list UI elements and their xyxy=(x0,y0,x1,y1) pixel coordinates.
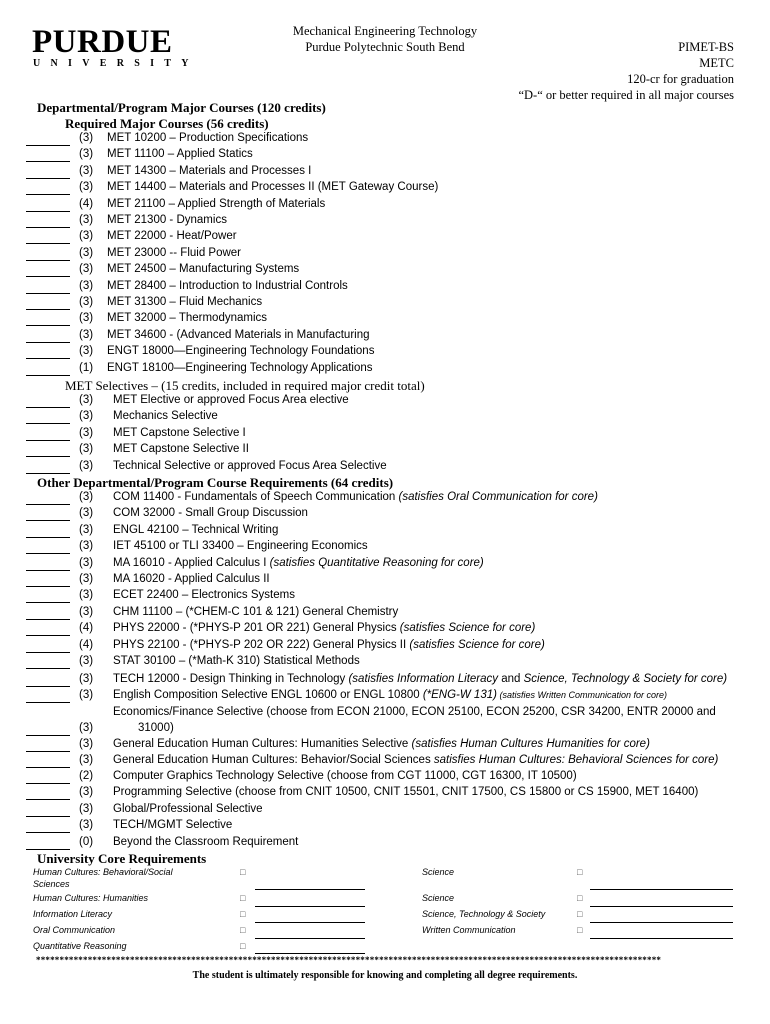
program-subcode: METC xyxy=(699,56,734,70)
grade-blank[interactable] xyxy=(26,342,70,343)
course-name: MA 16010 - Applied Calculus I (satisfies Quantitative Reasoning for core) xyxy=(113,556,484,569)
credit-hours: (3) xyxy=(79,328,94,341)
course-name: MET Elective or approved Focus Area elective xyxy=(113,394,349,406)
course-name: MET 10200 – Production Specifications xyxy=(107,132,309,144)
course-humanities-selective: General Education Human Cultures: Humanities Selective (satisfies Human Cultures Humanities for core) xyxy=(113,738,650,750)
course-name: Computer Graphics Technology Selective (choose from CGT 11000, CGT 16300, IT 10500) xyxy=(113,770,577,782)
core-section-title: University Core Requirements xyxy=(37,851,207,866)
core-course-blank[interactable] xyxy=(255,953,365,954)
credit-hours: (3) xyxy=(79,459,94,472)
course-name: Programming Selective (choose from CNIT 10500, CNIT 15501, CNIT 17500, CS 15800 or CS 15900, MET 16400) xyxy=(113,786,699,799)
core-course-blank[interactable] xyxy=(255,889,365,890)
grade-blank[interactable] xyxy=(26,635,70,636)
grade-blank[interactable] xyxy=(26,260,70,261)
credit-hours: (3) xyxy=(79,540,94,553)
required-section-title: Required Major Courses (56 credits) xyxy=(65,116,269,131)
course-name: MET 21100 – Applied Strength of Materials xyxy=(107,197,326,210)
credit-hours: (1) xyxy=(79,361,94,374)
grade-blank[interactable] xyxy=(26,668,70,669)
core-label: Information Literacy xyxy=(33,909,113,919)
grade-blank[interactable] xyxy=(26,783,70,784)
credit-hours: (3) xyxy=(79,263,94,276)
grade-blank[interactable] xyxy=(26,456,70,457)
core-label: Sciences xyxy=(33,879,70,889)
separator-stars: ************************************************************************************************************************************* xyxy=(36,955,662,965)
grade-blank[interactable] xyxy=(26,735,70,736)
course-name: MET 23000 -- Fluid Power xyxy=(107,246,242,259)
grade-blank[interactable] xyxy=(26,309,70,310)
credit-hours: (3) xyxy=(79,214,94,226)
grade-blank[interactable] xyxy=(26,243,70,244)
grade-blank[interactable] xyxy=(26,211,70,212)
grade-blank[interactable] xyxy=(26,686,70,687)
core-label: Science, Technology & Society xyxy=(422,909,546,919)
credit-hours: (0) xyxy=(79,835,94,848)
credit-hours: (3) xyxy=(79,689,94,701)
credit-hours: (3) xyxy=(79,655,94,667)
grade-blank[interactable] xyxy=(26,751,70,752)
course-name: MET 21300 - Dynamics xyxy=(107,214,227,226)
grade-blank[interactable] xyxy=(26,570,70,571)
course-name: COM 32000 - Small Group Discussion xyxy=(113,507,308,520)
grade-blank[interactable] xyxy=(26,553,70,554)
core-course-blank[interactable] xyxy=(590,906,733,907)
course-behavioral-selective: General Education Human Cultures: Behavior/Social Sciences satisfies Human Cultures: Behavioral Sciences for core) xyxy=(113,754,719,766)
core-label: Science xyxy=(422,867,455,877)
credit-hours: (3) xyxy=(79,164,94,177)
grade-blank[interactable] xyxy=(26,767,70,768)
credit-hours: (3) xyxy=(79,556,94,569)
core-course-blank[interactable] xyxy=(255,922,365,923)
checkbox-icon[interactable]: □ xyxy=(577,909,583,919)
course-name: MET 31300 – Fluid Mechanics xyxy=(107,296,263,308)
credit-hours: (3) xyxy=(79,491,94,503)
credit-hours: (3) xyxy=(79,589,94,602)
credit-hours: (3) xyxy=(79,296,94,308)
course-name: Mechanics Selective xyxy=(113,410,218,423)
course-name: Technical Selective or approved Focus Area Selective xyxy=(113,459,387,472)
course-name: MET Capstone Selective I xyxy=(113,426,246,439)
course-name: MET 11100 – Applied Statics xyxy=(107,148,253,161)
course-name: MET 14400 – Materials and Processes II (MET Gateway Course) xyxy=(107,181,439,194)
core-label: Science xyxy=(422,893,455,903)
course-name: MET 14300 – Materials and Processes I xyxy=(107,164,312,177)
credit-hours: (3) xyxy=(79,443,94,456)
credit-hours: (3) xyxy=(79,605,94,618)
grade-blank[interactable] xyxy=(26,407,70,408)
core-course-blank[interactable] xyxy=(590,938,733,939)
checkbox-icon[interactable]: □ xyxy=(240,893,246,903)
course-name: MET 32000 – Thermodynamics xyxy=(107,312,268,325)
course-name: PHYS 22000 - (*PHYS-P 201 OR 221) General Physics (satisfies Science for core) xyxy=(113,622,536,635)
credit-hours: (3) xyxy=(79,722,94,734)
core-course-blank[interactable] xyxy=(590,889,733,890)
grade-blank[interactable] xyxy=(26,194,70,195)
course-name: MA 16020 - Applied Calculus II xyxy=(113,573,270,585)
grade-blank[interactable] xyxy=(26,276,70,277)
core-label: Oral Communication xyxy=(33,925,116,935)
course-name: Beyond the Classroom Requirement xyxy=(113,835,299,848)
core-label: Human Cultures: Humanities xyxy=(33,893,149,903)
course-name: PHYS 22100 - (*PHYS-P 202 OR 222) General Physics II (satisfies Science for core) xyxy=(113,638,545,651)
credit-hours: (3) xyxy=(79,786,94,799)
credit-hours: (4) xyxy=(79,197,94,210)
university-wordmark: UNIVERSITY xyxy=(33,58,199,69)
course-economics-line1: Economics/Finance Selective (choose from ECON 21000, ECON 25100, ECON 25200, CSR 34200, ENTR 20000 and xyxy=(113,706,716,718)
core-label: Human Cultures: Behavioral/Social xyxy=(33,867,173,877)
credit-hours: (3) xyxy=(79,426,94,439)
grade-blank[interactable] xyxy=(26,652,70,653)
grade-blank[interactable] xyxy=(26,293,70,294)
responsibility-note: The student is ultimately responsible for knowing and completing all degree requirements. xyxy=(192,970,578,981)
checkbox-icon[interactable]: □ xyxy=(240,941,246,951)
credit-hours: (3) xyxy=(79,148,94,161)
credit-hours: (3) xyxy=(79,507,94,520)
checkbox-icon[interactable]: □ xyxy=(577,893,583,903)
credit-hours: (3) xyxy=(79,394,94,406)
grade-blank[interactable] xyxy=(26,816,70,817)
credit-hours: (3) xyxy=(79,738,94,750)
grade-blank[interactable] xyxy=(26,358,70,359)
credit-hours: (3) xyxy=(79,279,94,292)
grade-blank[interactable] xyxy=(26,325,70,326)
course-name: MET 34600 - (Advanced Materials in Manufacturing xyxy=(107,328,370,341)
grade-requirement: “D-“ or better required in all major courses xyxy=(518,88,734,102)
course-name: CHM 11100 – (*CHEM-C 101 & 121) General Chemistry xyxy=(113,605,399,618)
course-economics-line2: 31000) xyxy=(138,722,174,734)
purdue-logo: PURDUE xyxy=(32,24,173,60)
grade-blank[interactable] xyxy=(26,799,70,800)
credit-hours: (2) xyxy=(79,770,94,782)
credits-required: 120-cr for graduation xyxy=(627,72,734,86)
credit-hours: (3) xyxy=(79,802,94,815)
core-course-blank[interactable] xyxy=(590,922,733,923)
credit-hours: (3) xyxy=(79,523,94,536)
course-name: STAT 30100 – (*Math-K 310) Statistical Methods xyxy=(113,655,360,667)
course-name: Global/Professional Selective xyxy=(113,802,263,815)
credit-hours: (3) xyxy=(79,230,94,243)
course-name: MET 24500 – Manufacturing Systems xyxy=(107,263,300,276)
core-course-blank[interactable] xyxy=(255,938,365,939)
other-section-title: Other Departmental/Program Course Requirements (64 credits) xyxy=(37,475,394,490)
program-name: Mechanical Engineering Technology xyxy=(292,24,478,38)
grade-blank[interactable] xyxy=(26,702,70,703)
course-name: TECH/MGMT Selective xyxy=(113,819,233,832)
grade-blank[interactable] xyxy=(26,832,70,833)
grade-blank[interactable] xyxy=(26,586,70,587)
course-name: ECET 22400 – Electronics Systems xyxy=(113,589,295,602)
credit-hours: (3) xyxy=(79,345,94,358)
grade-blank[interactable] xyxy=(26,520,70,521)
grade-blank[interactable] xyxy=(26,375,70,376)
course-name: MET 22000 - Heat/Power xyxy=(107,230,237,243)
credit-hours: (4) xyxy=(79,622,94,635)
core-label: Quantitative Reasoning xyxy=(33,941,127,951)
campus-name: Purdue Polytechnic South Bend xyxy=(305,40,465,54)
course-english-composition: English Composition Selective ENGL 10600 or ENGL 10800 (*ENG-W 131) (satisfies Written Communication for core) xyxy=(113,689,667,701)
checkbox-icon[interactable]: □ xyxy=(240,909,246,919)
dept-section-title: Departmental/Program Major Courses (120 credits) xyxy=(37,100,326,115)
credit-hours: (4) xyxy=(79,638,94,651)
credit-hours: (3) xyxy=(79,754,94,766)
grade-blank[interactable] xyxy=(26,849,70,850)
course-tech-12000: TECH 12000 - Design Thinking in Technology (satisfies Information Literacy and Science, Technology & Society for core) xyxy=(113,673,728,685)
credit-hours: (3) xyxy=(79,312,94,325)
grade-blank[interactable] xyxy=(26,440,70,441)
checkbox-icon[interactable]: □ xyxy=(240,925,246,935)
checkbox-icon[interactable]: □ xyxy=(240,867,246,877)
credit-hours: (3) xyxy=(79,573,94,585)
credit-hours: (3) xyxy=(79,132,94,144)
core-course-blank[interactable] xyxy=(255,906,365,907)
course-name: MET Capstone Selective II xyxy=(113,443,249,456)
grade-blank[interactable] xyxy=(26,473,70,474)
credit-hours: (3) xyxy=(79,410,94,423)
checkbox-icon[interactable]: □ xyxy=(577,925,583,935)
grade-blank[interactable] xyxy=(26,619,70,620)
selectives-title: MET Selectives – (15 credits, included in required major credit total) xyxy=(65,378,425,393)
course-name: ENGL 42100 – Technical Writing xyxy=(113,523,279,536)
grade-blank[interactable] xyxy=(26,504,70,505)
course-name: IET 45100 or TLI 33400 – Engineering Economics xyxy=(113,540,368,553)
program-code: PIMET-BS xyxy=(678,40,734,54)
course-name: MET 28400 – Introduction to Industrial Controls xyxy=(107,279,348,292)
grade-blank[interactable] xyxy=(26,161,70,162)
credit-hours: (3) xyxy=(79,819,94,832)
core-label: Written Communication xyxy=(422,925,516,935)
grade-blank[interactable] xyxy=(26,178,70,179)
grade-blank[interactable] xyxy=(26,537,70,538)
grade-blank[interactable] xyxy=(26,227,70,228)
course-name: ENGT 18000—Engineering Technology Foundations xyxy=(107,345,375,358)
checkbox-icon[interactable]: □ xyxy=(577,867,583,877)
grade-blank[interactable] xyxy=(26,602,70,603)
credit-hours: (3) xyxy=(79,673,94,685)
credit-hours: (3) xyxy=(79,181,94,194)
course-name: COM 11400 - Fundamentals of Speech Communication (satisfies Oral Communication for core) xyxy=(113,491,598,503)
grade-blank[interactable] xyxy=(26,423,70,424)
credit-hours: (3) xyxy=(79,246,94,259)
grade-blank[interactable] xyxy=(26,145,70,146)
course-name: ENGT 18100—Engineering Technology Applications xyxy=(107,361,373,374)
